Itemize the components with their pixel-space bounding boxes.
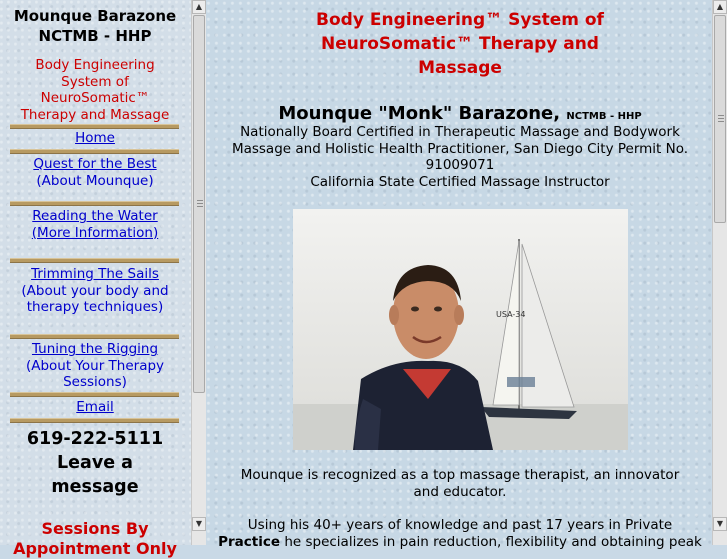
scroll-down-arrow-icon[interactable]: ▼: [713, 517, 727, 531]
left-scrollbar[interactable]: [191, 0, 206, 545]
leave-message-line: Leave a: [56, 453, 133, 473]
certifications: [214, 124, 706, 190]
page-title-line: NeuroSomatic™ Therapy and: [321, 34, 599, 54]
intro-paragraph: [214, 467, 706, 501]
experience-line-rest: he specializes in pain reduction, flexibility and obtaining peak: [280, 534, 702, 550]
nav-link-reading[interactable]: Reading the Water: [32, 208, 158, 224]
practitioner-name-text: Mounque "Monk" Barazone,: [278, 103, 561, 124]
intro-line: Mounque is recognized as a top massage therapist, an innovator: [240, 467, 680, 483]
nav-link-sub[interactable]: (More Information): [31, 224, 159, 241]
nav-divider: [10, 418, 179, 423]
nav-item-trimming[interactable]: [6, 266, 184, 316]
nav-link-sub[interactable]: (About Mounque): [36, 172, 154, 189]
page-title-line: Massage: [418, 58, 502, 78]
scroll-down-arrow-icon[interactable]: ▼: [192, 517, 206, 531]
nav-link-sub[interactable]: Sessions): [63, 374, 127, 390]
page-title: [214, 8, 706, 80]
nav-divider: [10, 258, 179, 263]
nav-link-trimming[interactable]: Trimming The Sails: [31, 266, 159, 282]
sidebar-system-line: NeuroSomatic™: [40, 90, 150, 106]
experience-line: [214, 534, 706, 551]
nav-link-sub[interactable]: (About Your Therapy: [25, 357, 165, 374]
sidebar-name-line: Mounque Barazone: [13, 7, 177, 25]
page-title-line: Body Engineering™ System of: [316, 10, 604, 30]
nav-item-email[interactable]: [6, 399, 184, 416]
scroll-up-arrow-icon[interactable]: ▲: [192, 0, 206, 14]
sessions-line: Appointment Only: [13, 539, 177, 558]
sail-number: USA-34: [496, 310, 526, 319]
nav-item-home[interactable]: [6, 130, 184, 147]
sidebar-system-line: System of: [61, 73, 129, 90]
phone-number: 619-222-5111: [26, 429, 164, 449]
nav-divider: [10, 334, 179, 339]
intro-line: and educator.: [413, 484, 507, 500]
sidebar-name: [6, 6, 184, 46]
portrait-photo: [293, 209, 628, 450]
experience-line: Using his 40+ years of knowledge and past 17 years in Private: [247, 517, 673, 533]
nav-divider: [10, 124, 179, 129]
leave-message-line: message: [51, 477, 139, 497]
scroll-thumb[interactable]: [193, 15, 205, 393]
sidebar-phone-block: [6, 427, 184, 499]
nav-link-tuning[interactable]: Tuning the Rigging: [31, 341, 159, 357]
nav-divider: [10, 201, 179, 206]
sidebar-system-title: [6, 57, 184, 123]
scroll-thumb[interactable]: [714, 15, 726, 223]
cert-line: Nationally Board Certified in Therapeutic Massage and Bodywork: [240, 124, 680, 140]
nav-link-sub[interactable]: (About your body and: [21, 282, 169, 299]
nav-link-email[interactable]: Email: [76, 399, 114, 415]
main-scrollbar[interactable]: [712, 0, 727, 545]
nav-link-sub[interactable]: therapy techniques): [26, 299, 164, 315]
scroll-up-arrow-icon[interactable]: ▲: [713, 0, 727, 14]
sidebar-sessions: [6, 519, 184, 559]
sidebar-credentials: NCTMB - HHP: [38, 27, 152, 45]
nav-item-reading[interactable]: [6, 208, 184, 241]
sidebar-system-line: Therapy and Massage: [20, 106, 170, 123]
sessions-line: Sessions By: [41, 519, 149, 538]
cert-line: California State Certified Massage Instructor: [310, 173, 610, 190]
sidebar-system-line: Body Engineering: [35, 57, 155, 73]
nav-link-home[interactable]: Home: [75, 130, 115, 146]
nav-link-quest[interactable]: Quest for the Best: [33, 156, 157, 172]
practitioner-credentials: NCTMB - HHP: [566, 111, 642, 122]
nav-item-tuning[interactable]: [6, 341, 184, 391]
nav-item-quest[interactable]: [6, 156, 184, 189]
cert-line: Massage and Holistic Health Practitioner, San Diego City Permit No.: [231, 140, 689, 157]
cert-line: 91009071: [425, 157, 495, 173]
nav-divider: [10, 149, 179, 154]
experience-bold-word: Practice: [218, 534, 281, 550]
experience-paragraph: [214, 517, 706, 551]
nav-divider: [10, 392, 179, 397]
